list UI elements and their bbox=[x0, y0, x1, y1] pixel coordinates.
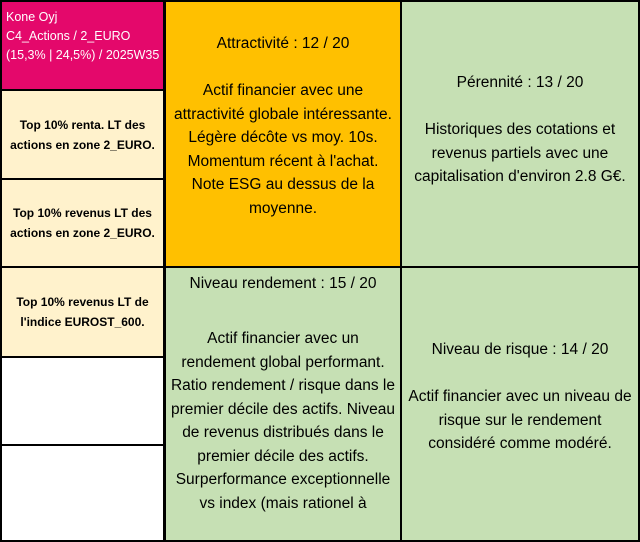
risque-title: Niveau de risque : 14 / 20 bbox=[431, 341, 609, 358]
rendement-text: rendement global performant. bbox=[181, 353, 385, 371]
tag-text: Top 10% renta. LT des bbox=[19, 118, 146, 132]
risque-text: risque sur le rendement bbox=[438, 411, 602, 429]
rendement-text: Surperformance exceptionnelle bbox=[175, 471, 391, 488]
attractivite-text: Note ESG au dessus de la bbox=[191, 176, 375, 193]
rendement-cell bbox=[164, 266, 402, 542]
perennite-cell bbox=[400, 0, 640, 268]
tag-cell-renta bbox=[0, 89, 165, 181]
risque-cell bbox=[400, 266, 640, 542]
asset-name: Kone Oyj bbox=[6, 10, 58, 24]
empty-cell bbox=[0, 356, 165, 446]
perennite-title: Pérennité : 13 / 20 bbox=[456, 74, 584, 91]
risque-text: considéré comme modéré. bbox=[428, 435, 612, 452]
tag-text: Top 10% revenus LT des bbox=[13, 206, 152, 220]
attractivite-text: Actif financier avec une bbox=[202, 82, 364, 99]
attractivite-cell bbox=[164, 0, 402, 268]
rendement-text: de revenus distribués dans le bbox=[182, 424, 384, 441]
tag-cell-revenus-index bbox=[0, 266, 165, 358]
rendement-text: Ratio rendement / risque dans le bbox=[170, 377, 396, 394]
attractivite-text: moyenne. bbox=[248, 199, 318, 217]
attractivite-title: Attractivité : 12 / 20 bbox=[216, 35, 350, 52]
attractivite-text: Momentum récent à l'achat. bbox=[187, 152, 379, 170]
tag-text: l'indice EUROST_600. bbox=[20, 315, 145, 329]
asset-stats: (15,3% | 24,5%) / 2025W35 bbox=[6, 48, 160, 62]
rendement-text: vs index (mais rationel à bbox=[199, 494, 367, 512]
perennite-text: revenus partiels avec une bbox=[431, 144, 609, 162]
rendement-text: premier décile des actifs. bbox=[197, 447, 369, 465]
perennite-text: Historiques des cotations et bbox=[424, 121, 616, 138]
attractivite-text: Légère décôte vs moy. 10s. bbox=[188, 129, 378, 146]
perennite-text: capitalisation d'environ 2.8 G€. bbox=[414, 168, 626, 185]
asset-category: C4_Actions / 2_EURO bbox=[6, 29, 131, 43]
empty-cell bbox=[0, 444, 165, 542]
asset-header-cell bbox=[0, 0, 165, 92]
rendement-text: premier décile des actifs. Niveau bbox=[171, 400, 395, 418]
tag-cell-revenus-zone bbox=[0, 178, 165, 268]
tag-text: actions en zone 2_EURO. bbox=[10, 138, 155, 152]
attractivite-text: attractivité globale intéressante. bbox=[174, 105, 392, 123]
tag-text: actions en zone 2_EURO. bbox=[10, 226, 155, 240]
risque-text: Actif financier avec un niveau de bbox=[408, 388, 632, 405]
rendement-text: Actif financier avec un bbox=[207, 330, 359, 347]
rendement-title: Niveau rendement : 15 / 20 bbox=[189, 275, 377, 292]
tag-text: Top 10% revenus LT de bbox=[16, 295, 149, 309]
